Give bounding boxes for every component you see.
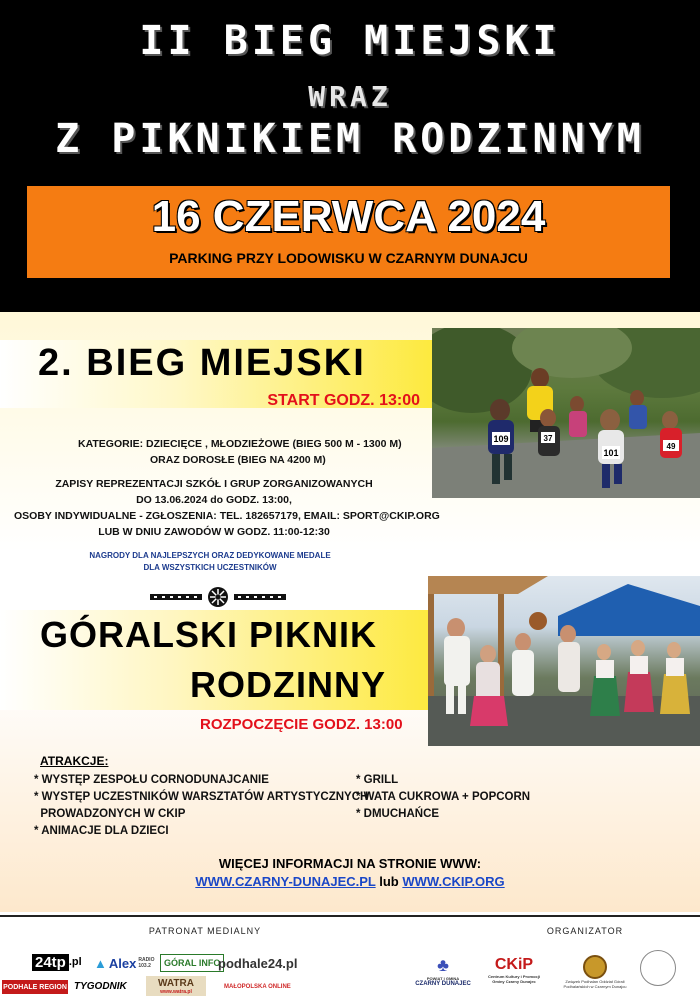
list-item: * DMUCHAŃCE xyxy=(356,808,440,820)
ckip-text: CKiP xyxy=(494,956,534,973)
logo-watra xyxy=(146,976,206,996)
date-box xyxy=(27,186,670,278)
logo-goral-text: GÓRAL INFO xyxy=(164,958,221,968)
registration-line: ZAPISY REPREZENTACJI SZKÓŁ I GRUP ZORGANIZOWANYCH xyxy=(55,478,373,490)
list-item: * WATA CUKROWA + POPCORN xyxy=(356,791,531,803)
emblem-icon xyxy=(583,955,607,979)
ckip-link[interactable]: WWW.CKIP.ORG xyxy=(402,874,505,889)
picnic-title-line1: GÓRALSKI PIKNIK xyxy=(40,614,378,655)
logo-ckip xyxy=(484,948,544,992)
logo-alex-radio xyxy=(94,954,160,972)
categories-line: ORAZ DOROSŁE (BIEG NA 4200 M) xyxy=(150,454,326,466)
bib-number: 37 xyxy=(543,434,553,443)
run-prizes xyxy=(60,550,360,574)
tulip-icon: ♣ xyxy=(437,955,449,975)
logo-tygodnik-text: TYGODNIK xyxy=(74,980,127,992)
patron-label: PATRONAT MEDIALNY xyxy=(148,926,262,936)
footer-divider xyxy=(0,915,700,917)
logo-alex-text: Alex xyxy=(108,955,137,971)
registration-line: DO 13.06.2024 do GODZ. 13:00, xyxy=(136,494,292,506)
logo-24tp-text: 24tp xyxy=(32,954,69,971)
event-title-line1: II BIEG MIEJSKI xyxy=(139,18,561,64)
picnic-start-time: ROZPOCZĘCIE GODZ. 13:00 xyxy=(200,716,403,733)
folk-ornament-icon xyxy=(150,586,286,608)
attractions-list-left xyxy=(34,772,368,840)
logo-watra-url: www.watra.pl xyxy=(160,988,192,995)
alex-icon: ▲ xyxy=(94,955,107,971)
logo-24tp-suffix: .pl xyxy=(68,956,82,968)
attractions-list-right xyxy=(356,772,530,823)
logo-zwiazek-podhalan xyxy=(560,944,630,1000)
logo-podhale24 xyxy=(218,954,297,972)
logo-goral-info xyxy=(160,954,224,972)
logo-24tp xyxy=(32,952,82,972)
czarny-small-text: POWIAT I GMINA xyxy=(426,976,460,981)
logo-czarny-dunajec xyxy=(412,946,474,996)
registration-line: OSOBY INDYWIDUALNE - ZGŁOSZENIA: TEL. 182657179, EMAIL: SPORT@CKIP.ORG xyxy=(14,510,440,522)
list-item: * WYSTĘP UCZESTNIKÓW WARSZTATÓW ARTYSTYCZNYCH xyxy=(34,791,369,803)
list-item: * ANIMACJE DLA DZIECI xyxy=(34,825,169,837)
logo-podhale-region xyxy=(2,980,68,994)
logo-malopolska-text: MAŁOPOLSKA ONLINE xyxy=(224,984,291,990)
list-item: * WYSTĘP ZESPOŁU CORNODUNAJCANIE xyxy=(34,774,269,786)
bib-number: 109 xyxy=(493,434,509,444)
run-photo xyxy=(432,328,700,498)
logo-tygodnik xyxy=(74,978,127,994)
bib-number: 49 xyxy=(666,442,676,451)
registration-line: LUB W DNIU ZAWODÓW W GODZ. 11:00-12:30 xyxy=(98,526,330,538)
run-start-time: START GODZ. 13:00 xyxy=(267,392,420,409)
event-title-line3: Z PIKNIKIEM RODZINNYM xyxy=(55,116,645,162)
list-item: * GRILL xyxy=(356,774,399,786)
more-info-text: WIĘCEJ INFORMACJI NA STRONIE WWW: xyxy=(218,856,482,871)
run-registration xyxy=(14,476,440,540)
logo-podhale-region-text: PODHALE REGION xyxy=(3,983,67,991)
czarny-dunajec-link[interactable]: WWW.CZARNY-DUNAJEC.PL xyxy=(195,874,376,889)
logo-malopolska-online xyxy=(224,982,291,992)
event-date: 16 CZERWCA 2024 xyxy=(151,192,546,241)
czarny-text: CZARNY DUNAJEC xyxy=(415,981,471,987)
picnic-photo xyxy=(428,576,700,746)
prizes-line: DLA WSZYSTKICH UCZESTNIKÓW xyxy=(143,563,277,572)
logo-alex-radio-text: RADIO 103.2 xyxy=(138,957,155,969)
organizer-label: ORGANIZATOR xyxy=(546,926,624,936)
link-separator: lub xyxy=(375,874,403,889)
event-title-line2: WRAZ xyxy=(308,80,392,113)
website-links xyxy=(0,874,700,889)
run-title: 2. BIEG MIEJSKI xyxy=(38,342,366,384)
list-item: PROWADZONYCH W CKIP xyxy=(34,808,186,820)
logo-watra-text: WATRA xyxy=(158,977,194,989)
picnic-title-line2: RODZINNY xyxy=(190,664,386,705)
seal-icon xyxy=(640,950,676,986)
attractions-label: ATRAKCJE: xyxy=(40,754,109,768)
ckip-sub: Centrum Kultury i Promocji Gminy Czarny Dunajec xyxy=(487,974,540,984)
bib-number: 101 xyxy=(603,448,619,458)
zwiazek-text: Związek Podhalan Oddział Górali Podhalańskich w Czarnym Dunajcu xyxy=(563,979,627,989)
prizes-line: NAGRODY DLA NAJLEPSZYCH ORAZ DEDYKOWANE MEDALE xyxy=(89,551,331,560)
event-place: PARKING PRZY LODOWISKU W CZARNYM DUNAJCU xyxy=(169,250,528,266)
run-categories xyxy=(78,436,402,468)
logo-podhale24-text: podhale24.pl xyxy=(218,955,298,971)
categories-line: KATEGORIE: DZIECIĘCE , MŁODZIEŻOWE (BIEG 500 M - 1300 M) xyxy=(78,438,402,450)
